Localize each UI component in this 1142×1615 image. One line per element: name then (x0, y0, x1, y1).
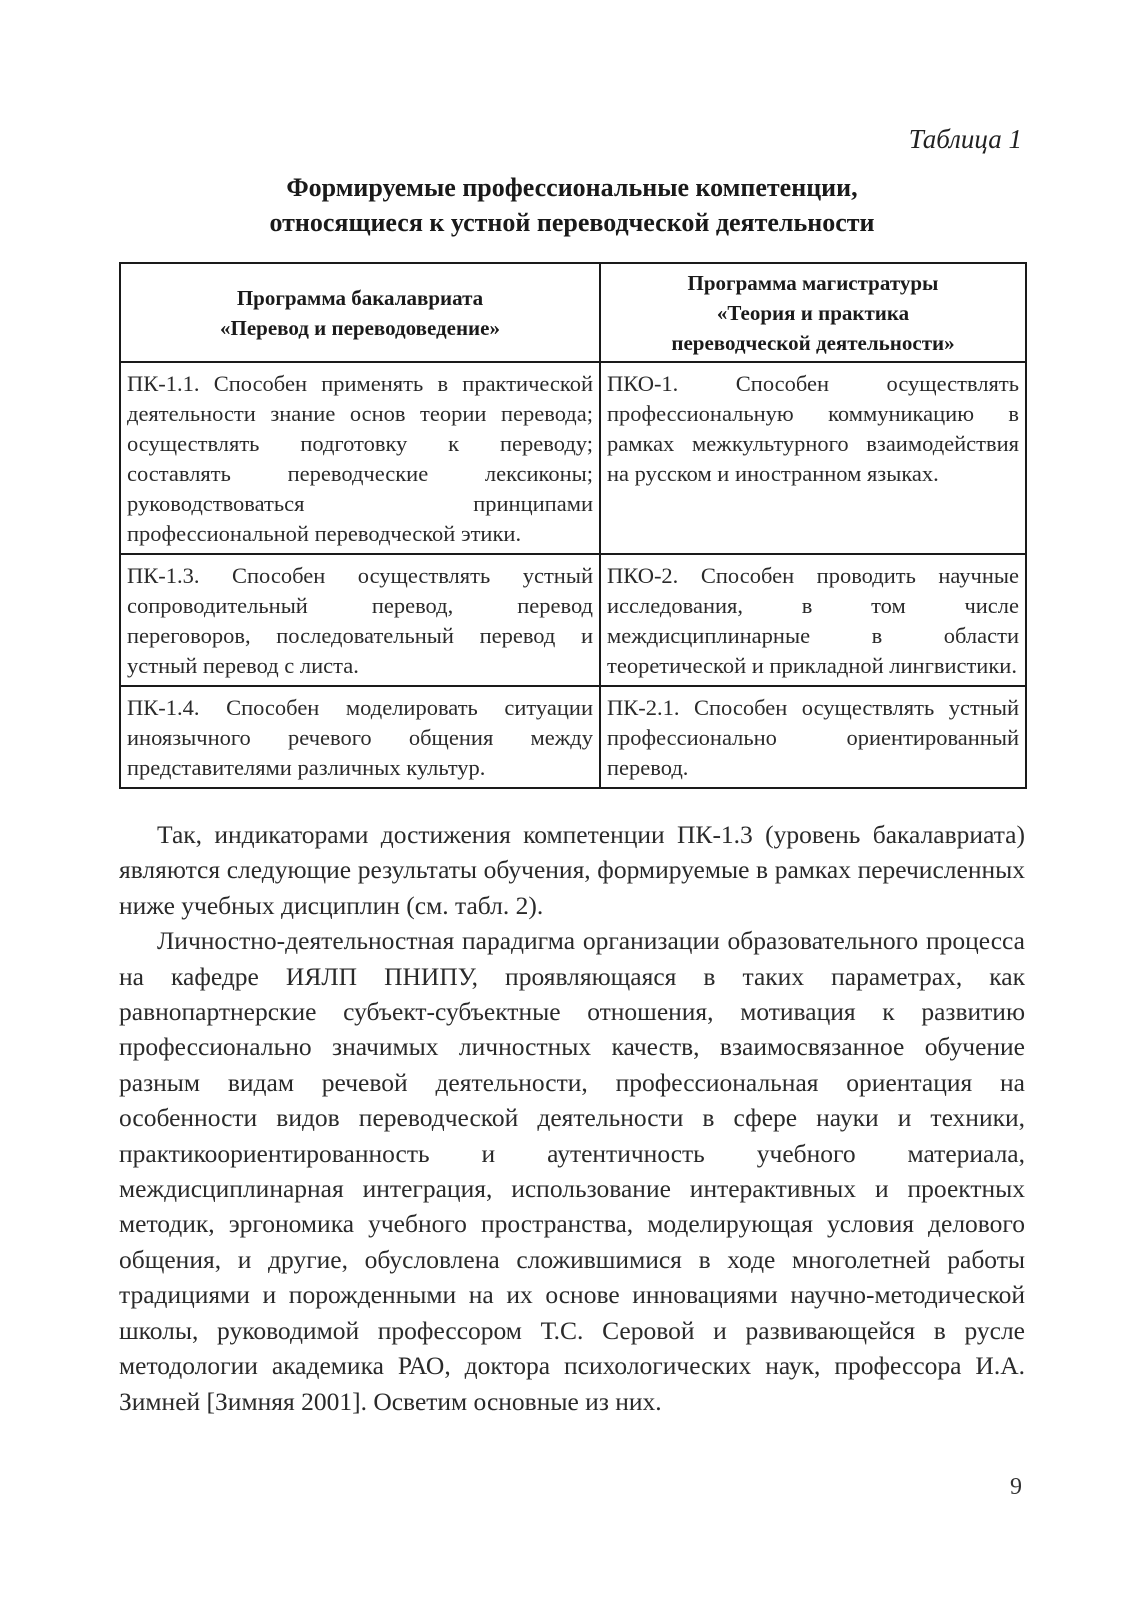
table-row (120, 554, 1026, 686)
table-cell: ПК-1.1. Способен применять в практической деятельности знание основ теории перевода; осуществлять подготовку к переводу; составлять переводческие лексиконы; руководствоваться принципами профессиональной переводческой этики. (120, 362, 600, 554)
table-cell: ПК-2.1. Способен осуществлять устный профессионально ориентированный перевод. (600, 686, 1026, 788)
competencies-table (119, 262, 1027, 789)
page-number: 9 (1010, 1474, 1022, 1500)
table-title-line-2: относящиеся к устной переводческой деятельности (269, 208, 875, 237)
header-bachelor (120, 263, 600, 362)
table-title-line-1: Формируемые профессиональные компетенции, (286, 173, 858, 202)
table-header-row (120, 263, 1026, 362)
paragraph: Так, индикаторами достижения компетенции ПК-1.3 (уровень бакалавриата) являются следующие результаты обучения, формируемые в рамках перечисленных ниже учебных дисциплин (см. табл. 2). (119, 820, 1025, 920)
header-master-line-1: Программа магистратуры (687, 271, 939, 295)
table-label: Таблица 1 (908, 124, 1022, 154)
table-title (119, 170, 1025, 240)
header-bachelor-line-2: «Перевод и переводоведение» (220, 316, 500, 340)
header-master (600, 263, 1026, 362)
table-cell: ПКО-2. Способен проводить научные исследования, в том числе междисциплинарные в области теоретической и прикладной лингвистики. (600, 554, 1026, 686)
header-master-line-2: «Теория и практика (716, 301, 910, 325)
body-text (119, 817, 1025, 1419)
table-cell: ПК-1.4. Способен моделировать ситуации иноязычного речевого общения между представителями различных культур. (120, 686, 600, 788)
table-row (120, 362, 1026, 554)
paragraph: Личностно-деятельностная парадигма организации образовательного процесса на кафедре ИЯЛП ПНИПУ, проявляющаяся в таких параметрах, как равнопартнерские субъект-субъектные отношения, мотивация к развитию профессионально значимых личностных качеств, взаимосвязанное обучение разным видам речевой деятельности, профессиональная ориентация на особенности видов переводческой деятельности в сфере науки и техники, практикоориентированность и аутентичность учебного материала, междисциплинарная интеграция, использование интерактивных и проектных методик, эргономика учебного пространства, моделирующая условия делового общения, и другие, обусловлена сложившимися в ходе многолетней работы традициями и порожденными на их основе инновациями научно-методической школы, руководимой профессором Т.С. Серовой и развивающейся в русле методологии академика РАО, доктора психологических наук, профессора И.А. Зимней [Зимняя 2001]. Осветим основные из них. (119, 926, 1025, 1416)
header-master-line-3: переводческой деятельности» (671, 331, 955, 355)
table-cell: ПКО-1. Способен осуществлять профессиональную коммуникацию в рамках межкультурного взаимодействия на русском и иностранном языках. (600, 362, 1026, 554)
header-bachelor-line-1: Программа бакалавриата (236, 286, 484, 310)
table-cell: ПК-1.3. Способен осуществлять устный сопроводительный перевод, перевод переговоров, последовательный перевод и устный перевод с листа. (120, 554, 600, 686)
table-row (120, 686, 1026, 788)
